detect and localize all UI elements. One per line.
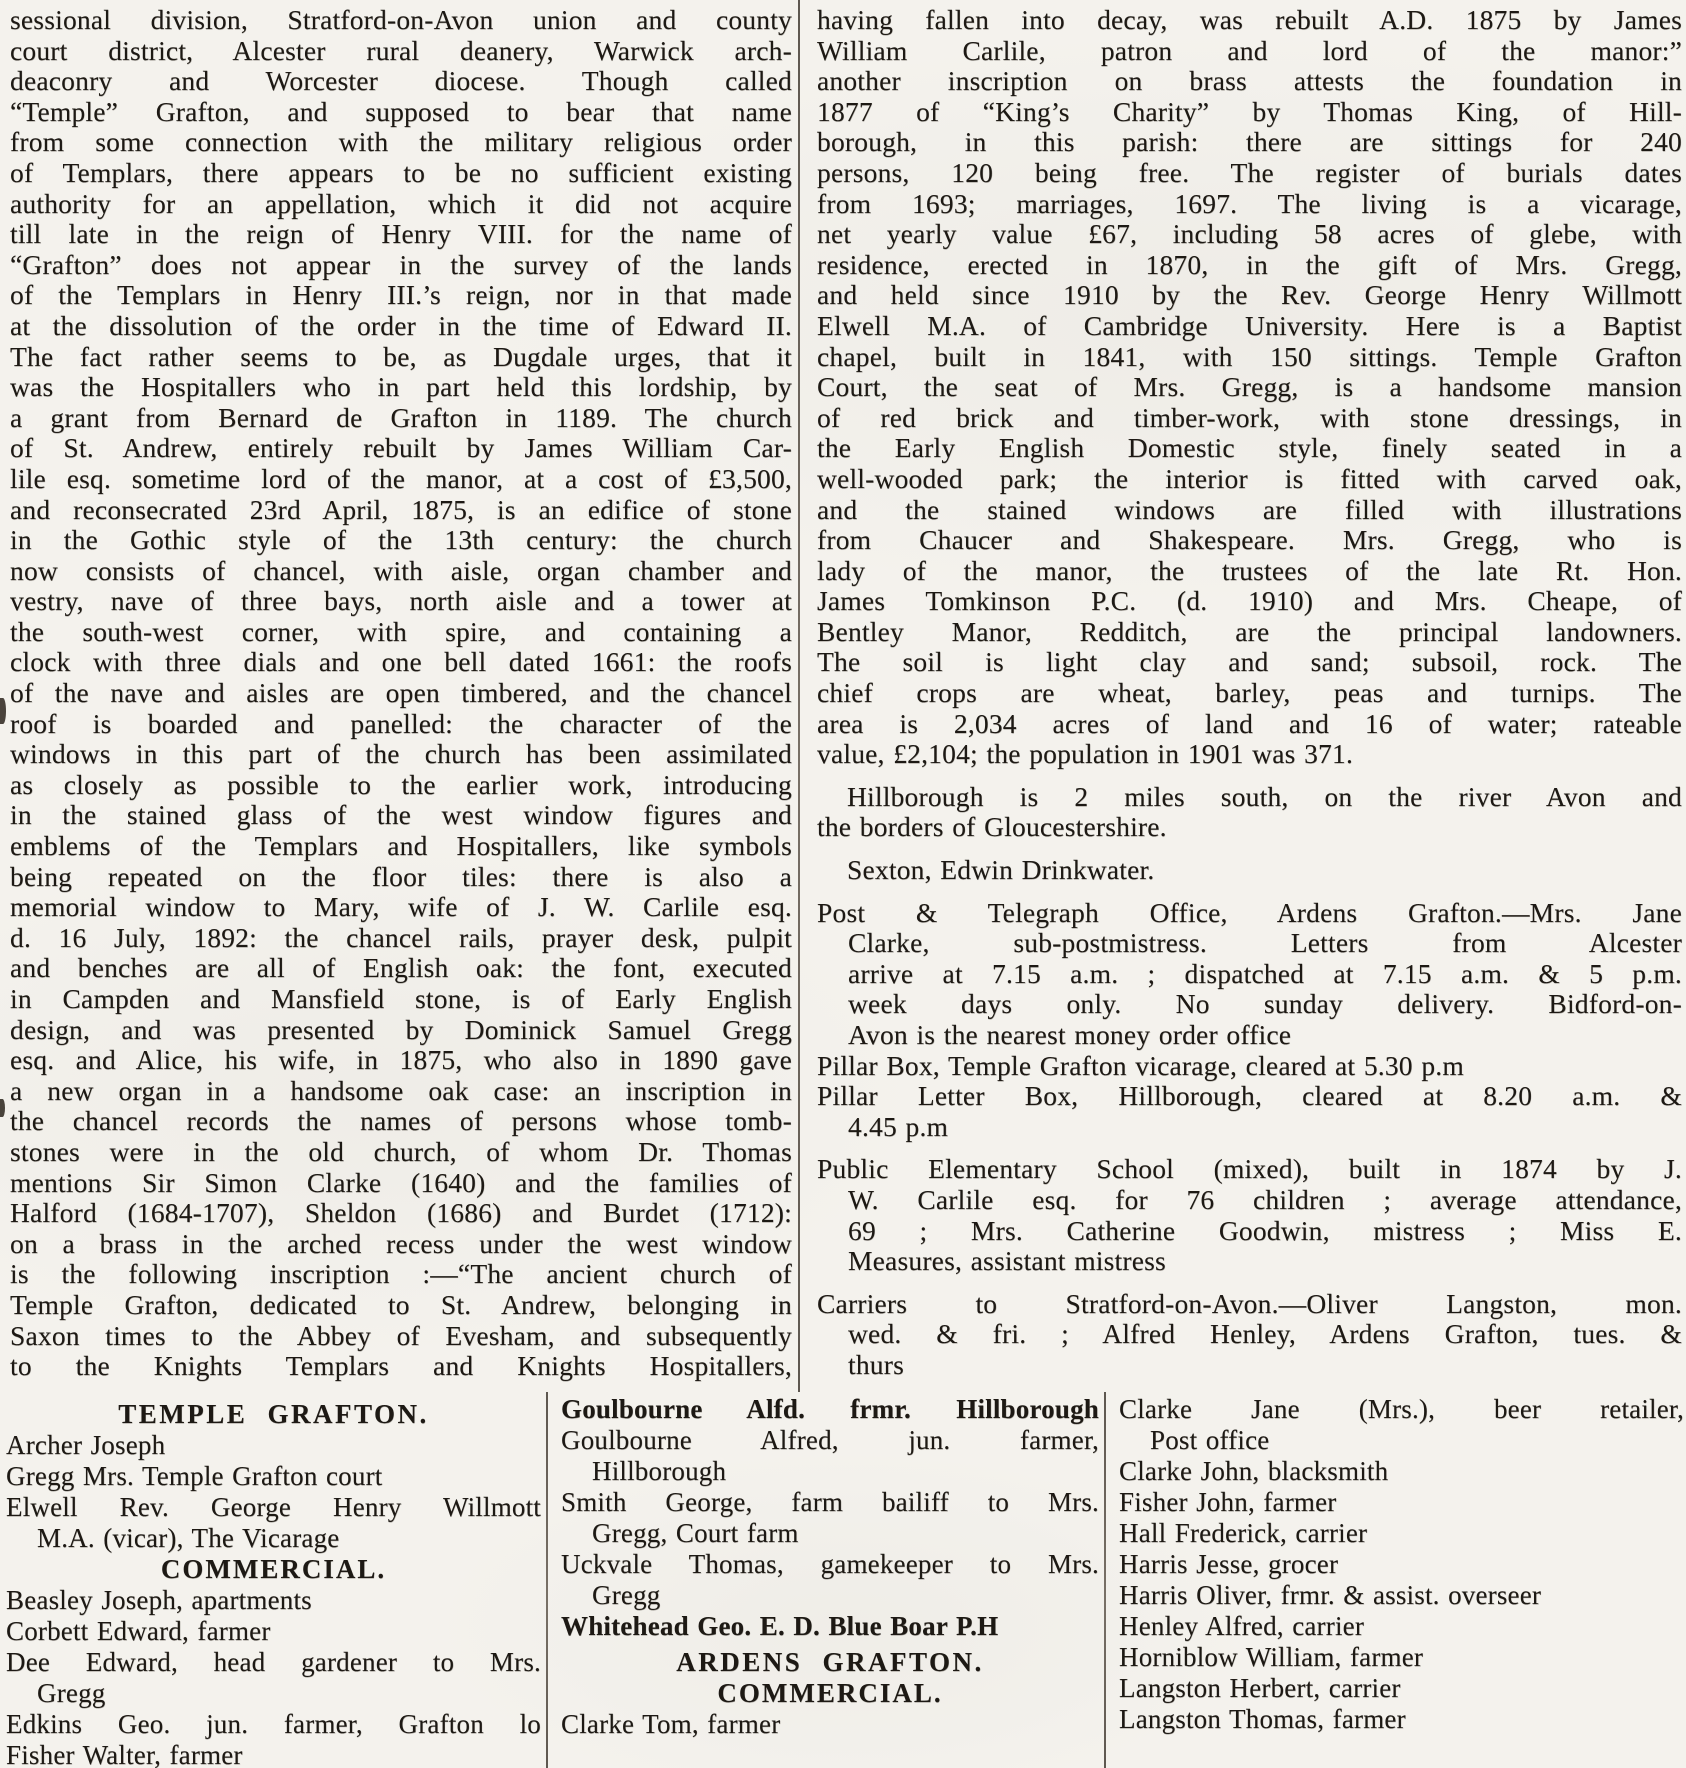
text-line: being repeated on the floor tiles: there is also a (10, 860, 792, 892)
text-line: a grant from Bernard de Grafton in 1189. The church (10, 401, 792, 433)
text-line: arrive at 7.15 a.m. ; dispatched at 7.15 a.m. & 5 p.m. (848, 957, 1682, 989)
text-line: till late in the reign of Henry VIII. for the name of (10, 218, 792, 250)
text-line: Clarke, sub-postmistress. Letters from Alcester (848, 927, 1682, 959)
text-line: Measures, assistant mistress (848, 1245, 1166, 1277)
text-line: Smith George, farm bailiff to Mrs. (561, 1487, 1099, 1517)
text-line: Archer Joseph (6, 1430, 166, 1460)
text-line: in Campden and Mansfield stone, is of Early English (10, 983, 792, 1014)
text-line: clock with three dials and one bell dated 1661: the roofs (10, 646, 792, 678)
text-line: another inscription on brass attests the foundation in (817, 65, 1682, 97)
text-line: from 1693; marriages, 1697. The living is a vicarage, (817, 187, 1682, 219)
text-line: windows in this part of the church has been assimilated (10, 738, 792, 770)
text-line: and reconsecrated 23rd April, 1875, is an edifice of stone (10, 493, 792, 525)
text-line: Gregg (592, 1580, 661, 1610)
text-line: Avon is the nearest money order office (848, 1019, 1292, 1050)
text-line: was the Hospitallers who in part held this lordship, by (10, 371, 792, 403)
text-line: COMMERCIAL. (160, 1554, 387, 1584)
text-line: well-wooded park; the interior is fitted with carved oak, (817, 462, 1682, 494)
directory-column-temple-grafton (0, 1392, 546, 1768)
text-line: having fallen into decay, was rebuilt A.D. 1875 by James (817, 4, 1682, 35)
article-right-column (800, 0, 1686, 1392)
text-line: of Templars, there appears to be no sufficient existing (10, 156, 792, 188)
text-line: Clarke Tom, farmer (561, 1709, 781, 1739)
text-line: Clarke John, blacksmith (1119, 1456, 1389, 1486)
text-line: residence, erected in 1870, in the gift of Mrs. Gregg, (817, 248, 1682, 280)
text-line: Whitehead Geo. E. D. Blue Boar P.H (561, 1611, 999, 1641)
text-line: lady of the manor, the trustees of the late Rt. Hon. (817, 554, 1682, 586)
text-line: Fisher Walter, farmer (6, 1740, 243, 1768)
text-line: “Temple” Grafton, and supposed to bear that name (10, 95, 792, 127)
text-line: Court, the seat of Mrs. Gregg, is a handsome mansion (817, 371, 1682, 403)
text-line: d. 16 July, 1892: the chancel rails, prayer desk, pulpit (10, 921, 792, 953)
text-line: area is 2,034 acres of land and 16 of water; rateable (817, 707, 1682, 739)
text-line: the Early English Domestic style, finely seated in a (817, 432, 1682, 464)
text-line: 1877 of “King’s Charity” by Thomas King, of Hill- (817, 95, 1682, 127)
text-line: Elwell Rev. George Henry Willmott (6, 1492, 541, 1522)
text-line: Beasley Joseph, apartments (6, 1585, 312, 1615)
text-line: value, £2,104; the population in 1901 was 371. (817, 738, 1354, 770)
text-line: sessional division, Stratford-on-Avon union and county (10, 4, 792, 35)
text-line: Bentley Manor, Redditch, are the principal landowners. (817, 615, 1682, 647)
text-line: Pillar Letter Box, Hillborough, cleared at 8.20 a.m. & (817, 1080, 1682, 1112)
text-line: is the following inscription :—“The ancient church of (10, 1258, 792, 1290)
text-line: week days only. No sunday delivery. Bidford-on- (848, 988, 1682, 1020)
text-line: as closely as possible to the earlier work, introducing (10, 768, 792, 800)
text-line: of red brick and timber-work, with stone dressings, in (817, 401, 1682, 433)
text-line: Hillborough is 2 miles south, on the river Avon and (847, 780, 1682, 812)
text-line: Corbett Edward, farmer (6, 1616, 271, 1646)
text-line: wed. & fri. ; Alfred Henley, Ardens Grafton, tues. & (848, 1318, 1682, 1350)
text-line: court district, Alcester rural deanery, Warwick arch- (10, 34, 792, 66)
text-line: from some connection with the military religious order (10, 126, 792, 158)
text-line: James Tomkinson P.C. (d. 1910) and Mrs. Cheape, of (817, 585, 1682, 617)
directory-column-ardens-commercial (1106, 1392, 1686, 1768)
text-line: in the Gothic style of the 13th century: the church (10, 524, 792, 556)
text-line: the south-west corner, with spire, and containing a (10, 615, 792, 647)
text-line: M.A. (vicar), The Vicarage (37, 1523, 340, 1553)
text-line: persons, 120 being free. The register of burials dates (817, 156, 1682, 188)
column-divider-rule-bottom-1 (546, 1392, 548, 1768)
text-line: “Grafton” does not appear in the survey of the lands (10, 248, 792, 280)
text-line: William Carlile, patron and lord of the manor:” (817, 34, 1682, 66)
text-line: Hall Frederick, carrier (1119, 1518, 1368, 1548)
text-line: 4.45 p.m (848, 1110, 949, 1142)
text-line: Langston Thomas, farmer (1119, 1704, 1406, 1734)
text-line: of the Templars in Henry III.’s reign, nor in that made (10, 279, 792, 311)
text-line: Edkins Geo. jun. farmer, Grafton lo (6, 1709, 541, 1739)
text-line: Sexton, Edwin Drinkwater. (847, 854, 1155, 886)
text-line: stones were in the old church, of whom Dr. Thomas (10, 1135, 792, 1167)
scan-artifact-mark (0, 1099, 5, 1117)
text-line: at the dissolution of the order in the time of Edward II. (10, 309, 792, 341)
text-line: The fact rather seems to be, as Dugdale urges, that it (10, 340, 792, 372)
text-line: the borders of Gloucestershire. (817, 811, 1167, 843)
text-line: net yearly value £67, including 58 acres of glebe, with (817, 218, 1682, 250)
text-line: Post office (1150, 1425, 1270, 1455)
text-line: of the nave and aisles are open timbered, and the chancel (10, 677, 792, 709)
text-line: Fisher John, farmer (1119, 1487, 1337, 1517)
text-line: Elwell M.A. of Cambridge University. Here is a Baptist (817, 309, 1682, 341)
text-line: Halford (1684-1707), Sheldon (1686) and Burdet (1712): (10, 1197, 792, 1229)
text-line: and held since 1910 by the Rev. George Henry Willmott (817, 279, 1682, 311)
text-line: Langston Herbert, carrier (1119, 1673, 1401, 1703)
text-line: Goulbourne Alfred, jun. farmer, (561, 1425, 1099, 1455)
text-line: Henley Alfred, carrier (1119, 1611, 1365, 1641)
text-line: of St. Andrew, entirely rebuilt by James William Car- (10, 432, 792, 464)
text-line: emblems of the Templars and Hospitallers, like symbols (10, 830, 792, 862)
text-line: Uckvale Thomas, gamekeeper to Mrs. (561, 1549, 1099, 1579)
text-line: Gregg, Court farm (592, 1518, 799, 1548)
text-line: lile esq. sometime lord of the manor, at a cost of £3,500, (10, 462, 792, 494)
text-line: Saxon times to the Abbey of Evesham, and subsequently (10, 1319, 792, 1351)
column-divider-rule-top (798, 0, 800, 1392)
text-line: Gregg (37, 1678, 106, 1708)
text-line: from Chaucer and Shakespeare. Mrs. Gregg, who is (817, 524, 1682, 556)
text-line: a new organ in a handsome oak case: an inscription in (10, 1074, 792, 1106)
text-line: Goulbourne Alfd. frmr. Hillborough (561, 1394, 1099, 1424)
text-line: COMMERCIAL. (717, 1678, 943, 1708)
column-divider-rule-bottom-2 (1104, 1392, 1106, 1768)
text-line: Carriers to Stratford-on-Avon.—Oliver Langston, mon. (817, 1287, 1682, 1319)
directory-three-column-section (0, 1392, 1686, 1768)
text-line: ARDENS GRAFTON. (676, 1647, 984, 1677)
text-line: chapel, built in 1841, with 150 sittings. Temple Grafton (817, 340, 1682, 372)
text-line: 69 ; Mrs. Catherine Goodwin, mistress ; Miss E. (848, 1214, 1682, 1246)
text-line: Gregg Mrs. Temple Grafton court (6, 1461, 383, 1491)
text-line: Harris Jesse, grocer (1119, 1549, 1339, 1579)
text-line: Pillar Box, Temple Grafton vicarage, cleared at 5.30 p.m (817, 1049, 1464, 1081)
text-line: roof is boarded and panelled: the character of the (10, 707, 792, 739)
text-line: authority for an appellation, which it did not acquire (10, 187, 792, 219)
article-left-column (0, 0, 798, 1392)
text-line: and the stained windows are filled with illustrations (817, 493, 1682, 525)
text-line: Public Elementary School (mixed), built in 1874 by J. (817, 1153, 1682, 1185)
text-line: memorial window to Mary, wife of J. W. Carlile esq. (10, 891, 792, 923)
text-line: Post & Telegraph Office, Ardens Grafton.—Mrs. Jane (817, 896, 1682, 928)
text-line: Horniblow William, farmer (1119, 1642, 1424, 1672)
text-line: Clarke Jane (Mrs.), beer retailer, (1119, 1394, 1684, 1424)
text-line: the chancel records the names of persons whose tomb- (10, 1105, 792, 1137)
text-line: Hillborough (592, 1456, 727, 1486)
text-line: now consists of chancel, with aisle, organ chamber and (10, 554, 792, 586)
text-line: TEMPLE GRAFTON. (118, 1399, 429, 1429)
text-line: in the stained glass of the west window figures and (10, 799, 792, 831)
text-line: on a brass in the arched recess under the west window (10, 1227, 792, 1259)
scan-artifact-mark (0, 698, 6, 724)
text-line: Temple Grafton, dedicated to St. Andrew, belonging in (10, 1288, 792, 1320)
text-line: and benches are all of English oak: the font, executed (10, 952, 792, 984)
text-line: thurs (848, 1348, 904, 1380)
text-line: Dee Edward, head gardener to Mrs. (6, 1647, 541, 1677)
text-line: to the Knights Templars and Knights Hospitallers, (10, 1350, 792, 1382)
text-line: design, and was presented by Dominick Samuel Gregg (10, 1013, 792, 1045)
text-line: vestry, nave of three bays, north aisle and a tower at (10, 585, 792, 617)
text-line: esq. and Alice, his wife, in 1875, who also in 1890 gave (10, 1044, 792, 1076)
text-line: mentions Sir Simon Clarke (1640) and the families of (10, 1166, 792, 1198)
text-line: borough, in this parish: there are sittings for 240 (817, 126, 1682, 158)
text-line: W. Carlile esq. for 76 children ; average attendance, (848, 1183, 1682, 1215)
directory-column-hillborough-ardens (548, 1392, 1104, 1768)
text-line: The soil is light clay and sand; subsoil, rock. The (817, 646, 1682, 678)
text-line: deaconry and Worcester diocese. Though called (10, 65, 792, 97)
text-line: chief crops are wheat, barley, peas and turnips. The (817, 677, 1682, 709)
text-line: Harris Oliver, frmr. & assist. overseer (1119, 1580, 1542, 1610)
